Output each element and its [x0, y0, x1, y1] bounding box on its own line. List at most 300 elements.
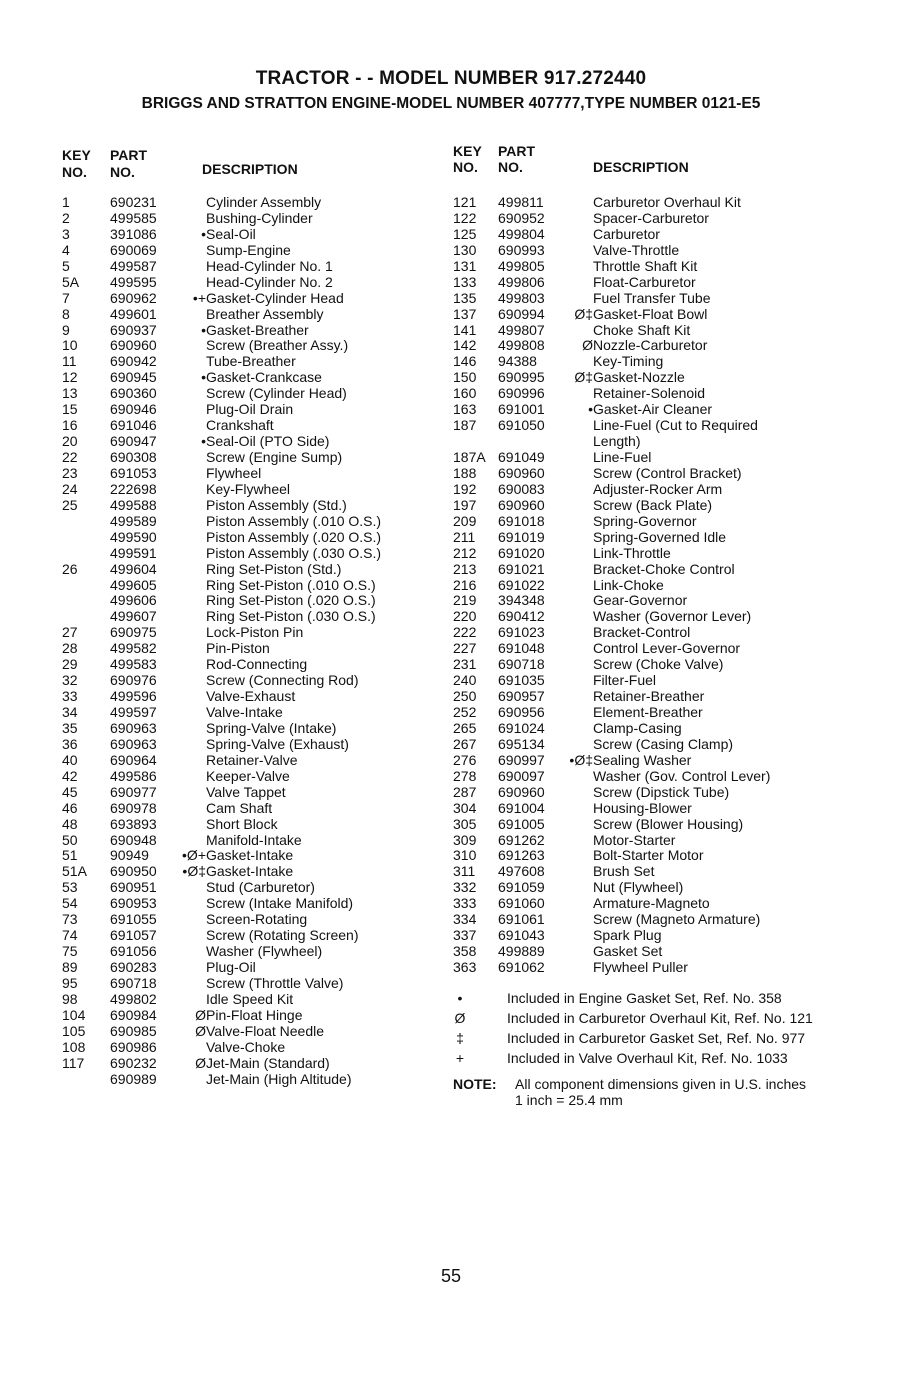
- part-number: 691022: [498, 576, 545, 593]
- part-number: 691057: [110, 927, 157, 944]
- key-number: 13: [62, 385, 78, 402]
- reference-mark: Ø: [195, 1054, 206, 1071]
- part-number: 499582: [110, 640, 157, 657]
- part-description: Gasket-Cylinder Head: [206, 289, 344, 306]
- table-row: [62, 211, 442, 227]
- part-description: Ring Set-Piston (.010 O.S.): [206, 576, 376, 593]
- key-number: 150: [453, 369, 477, 386]
- part-number: 690952: [498, 209, 545, 226]
- column-header: [62, 143, 442, 195]
- part-number: 690937: [110, 321, 157, 338]
- part-number: 690975: [110, 624, 157, 641]
- part-number: 690942: [110, 353, 157, 370]
- part-description: Valve-Float Needle: [206, 1022, 325, 1039]
- table-row: [62, 1040, 442, 1056]
- table-row: [62, 657, 442, 673]
- part-description: Rod-Connecting: [206, 656, 308, 673]
- part-description: Motor-Starter: [593, 831, 676, 848]
- part-number: 690231: [110, 194, 157, 210]
- table-row: [62, 593, 442, 609]
- part-description: Clamp-Casing: [593, 719, 682, 736]
- part-description: Screw (Cylinder Head): [206, 385, 347, 402]
- table-row: [453, 593, 873, 609]
- reference-mark: •: [201, 321, 206, 338]
- part-number: 690412: [498, 608, 545, 625]
- key-number: 216: [453, 576, 477, 593]
- table-row: [453, 785, 873, 801]
- table-row: [62, 944, 442, 960]
- key-number: 188: [453, 464, 477, 481]
- table-row: [453, 227, 873, 243]
- table-row: [62, 291, 442, 307]
- legend-text: Included in Carburetor Overhaul Kit, Ref. No. 121: [507, 1009, 813, 1026]
- table-row: [62, 323, 442, 339]
- legend-text: Included in Carburetor Gasket Set, Ref. No. 977: [507, 1029, 806, 1046]
- key-number: 141: [453, 321, 477, 338]
- legend-symbol: •: [457, 989, 463, 1006]
- table-row: [62, 466, 442, 482]
- part-number: 499587: [110, 257, 157, 274]
- reference-mark: •: [201, 225, 206, 242]
- part-description: Gasket-Intake: [206, 863, 294, 880]
- part-description: Breather Assembly: [206, 305, 324, 322]
- table-row: [62, 641, 442, 657]
- part-description: Line-Fuel: [593, 449, 652, 465]
- note-label: NOTE:: [453, 1075, 497, 1092]
- key-number: 5A: [62, 273, 80, 290]
- part-number: 691059: [498, 879, 545, 896]
- part-description: Piston Assembly (.020 O.S.): [206, 528, 382, 545]
- key-number: 2: [62, 209, 70, 226]
- key-number: 311: [453, 863, 476, 880]
- reference-mark: •: [201, 433, 206, 450]
- part-number: 499805: [498, 257, 545, 274]
- key-number: 11: [62, 353, 77, 370]
- key-number: 160: [453, 385, 477, 402]
- table-row: [453, 323, 873, 339]
- table-row: [453, 737, 873, 753]
- part-description: Screw (Rotating Screen): [206, 927, 359, 944]
- reference-mark: •: [201, 369, 206, 386]
- table-row: [453, 625, 873, 641]
- table-row: [453, 721, 873, 737]
- key-number: 209: [453, 512, 477, 529]
- table-row: [62, 418, 442, 434]
- key-number: 10: [62, 337, 78, 354]
- part-description: Short Block: [206, 815, 278, 832]
- part-number: 499811: [498, 194, 544, 210]
- table-row: [62, 546, 442, 562]
- part-number: 499808: [498, 337, 545, 354]
- part-description: Tube-Breather: [206, 353, 296, 370]
- part-no-header: NO.: [110, 164, 135, 180]
- key-no-header: NO.: [62, 164, 87, 180]
- table-row: [62, 498, 442, 514]
- reference-mark: •Ø+: [182, 847, 206, 864]
- part-description: Key-Timing: [593, 353, 664, 370]
- key-number: 48: [62, 815, 78, 832]
- key-number: 137: [453, 305, 477, 322]
- key-number: 35: [62, 719, 78, 736]
- key-number: 219: [453, 592, 477, 609]
- part-description: Screw (Dipstick Tube): [593, 783, 730, 800]
- key-number: 187A: [453, 449, 486, 465]
- table-row: [453, 960, 873, 976]
- part-description: Valve-Throttle: [593, 241, 680, 258]
- key-number: 74: [62, 927, 78, 944]
- table-row: [453, 498, 873, 514]
- part-number: 690360: [110, 385, 157, 402]
- table-row: [62, 562, 442, 578]
- key-number: 34: [62, 704, 78, 720]
- part-description: Spacer-Carburetor: [593, 209, 709, 226]
- table-row: [62, 817, 442, 833]
- part-number: 690989: [110, 1070, 157, 1087]
- key-number: 192: [453, 480, 477, 497]
- note-text: All component dimensions given in U.S. inches 1 inch = 25.4 mm: [515, 1075, 807, 1108]
- reference-mark: •Ø‡: [569, 751, 593, 768]
- table-row: [62, 721, 442, 737]
- legend-text: Included in Engine Gasket Set, Ref. No. 358: [507, 989, 782, 1006]
- key-number: 334: [453, 911, 477, 928]
- part-description: Screw (Magneto Armature): [593, 911, 761, 928]
- part-number: 499597: [110, 704, 157, 720]
- table-row: [62, 243, 442, 259]
- part-number: 690069: [110, 241, 157, 258]
- table-row: [62, 530, 442, 546]
- key-number: 213: [453, 560, 477, 577]
- key-number: 33: [62, 688, 78, 705]
- part-description: Screw (Engine Sump): [206, 449, 343, 465]
- part-description: Armature-Magneto: [593, 895, 710, 912]
- part-description: Crankshaft: [206, 417, 274, 434]
- part-description: Valve-Choke: [206, 1038, 286, 1055]
- legend-text: Included in Valve Overhaul Kit, Ref. No. 1033: [507, 1049, 788, 1066]
- part-number: 691263: [498, 847, 545, 864]
- part-number: 499583: [110, 656, 157, 673]
- part-description: Cylinder Assembly: [206, 194, 322, 210]
- table-row: [62, 880, 442, 896]
- part-description: Gear-Governor: [593, 592, 688, 609]
- reference-mark: Ø: [195, 1022, 206, 1039]
- key-number: 108: [62, 1038, 86, 1055]
- part-number: 691005: [498, 815, 545, 832]
- table-row: [453, 769, 873, 785]
- table-row: [453, 530, 873, 546]
- table-row: [62, 354, 442, 370]
- part-description: Housing-Blower: [593, 799, 692, 816]
- key-number: 26: [62, 560, 78, 577]
- key-number: 227: [453, 640, 477, 657]
- page-title: TRACTOR - - MODEL NUMBER 917.272440: [255, 68, 647, 89]
- table-row: [453, 673, 873, 689]
- part-description: Spring-Valve (Exhaust): [206, 735, 349, 752]
- table-row: [62, 753, 442, 769]
- part-description: Valve-Intake: [206, 704, 283, 720]
- part-number: 690986: [110, 1038, 157, 1055]
- part-description: Key-Flywheel: [206, 480, 291, 497]
- part-number: 691055: [110, 911, 157, 928]
- key-number: 333: [453, 895, 477, 912]
- table-row: [62, 578, 442, 594]
- key-number: 265: [453, 719, 477, 736]
- legend-item: [453, 1030, 873, 1046]
- part-number: 394348: [498, 592, 545, 609]
- reference-mark: Ø: [582, 337, 593, 354]
- key-number: 9: [62, 321, 70, 338]
- part-description: Screw (Intake Manifold): [206, 895, 354, 912]
- key-number: 8: [62, 305, 70, 322]
- part-number: 690308: [110, 449, 157, 465]
- table-row: [453, 641, 873, 657]
- part-number: 499802: [110, 990, 157, 1007]
- part-number: 497608: [498, 863, 545, 880]
- table-row: [453, 354, 873, 370]
- part-description: Piston Assembly (.030 O.S.): [206, 544, 382, 561]
- part-number: 499889: [498, 943, 545, 960]
- key-number: 358: [453, 943, 477, 960]
- part-description: Cam Shaft: [206, 799, 273, 816]
- part-description: Pin-Piston: [206, 640, 270, 657]
- table-row: [62, 1008, 442, 1024]
- part-description: Carburetor Overhaul Kit: [593, 194, 741, 210]
- part-description: Plug-Oil Drain: [206, 401, 294, 418]
- part-description: Screw (Blower Housing): [593, 815, 744, 832]
- part-description: Screw (Back Plate): [593, 496, 713, 513]
- table-row: [62, 912, 442, 928]
- key-number: 4: [62, 241, 70, 258]
- part-description: Bracket-Control: [593, 624, 691, 641]
- part-number: 690947: [110, 433, 157, 450]
- key-number: 222: [453, 624, 477, 641]
- key-number: 104: [62, 1006, 86, 1023]
- part-description: Retainer-Solenoid: [593, 385, 706, 402]
- table-row: [453, 338, 873, 354]
- table-row: [62, 737, 442, 753]
- part-description: Throttle Shaft Kit: [593, 257, 698, 274]
- part-description: Screw (Throttle Valve): [206, 974, 344, 991]
- key-number: 15: [62, 401, 78, 418]
- key-number: 46: [62, 799, 78, 816]
- part-number: 690995: [498, 369, 545, 386]
- table-row: [453, 514, 873, 530]
- key-number: 25: [62, 496, 78, 513]
- key-number: 337: [453, 927, 477, 944]
- key-number: 24: [62, 480, 78, 497]
- parts-rows: [453, 195, 873, 976]
- key-number: 163: [453, 401, 477, 418]
- parts-list-left: [62, 143, 442, 1088]
- part-description: Element-Breather: [593, 704, 703, 720]
- key-number: 20: [62, 433, 78, 450]
- key-header: KEY: [453, 143, 482, 159]
- table-row: [453, 944, 873, 960]
- part-description: Adjuster-Rocker Arm: [593, 480, 723, 497]
- part-number: 690985: [110, 1022, 157, 1039]
- table-row: [453, 880, 873, 896]
- key-number: 309: [453, 831, 477, 848]
- part-number: 499591: [110, 544, 157, 561]
- key-number: 287: [453, 783, 477, 800]
- key-number: 51A: [62, 863, 87, 880]
- part-number: 690718: [498, 656, 545, 673]
- reference-mark: Ø: [195, 1006, 206, 1023]
- part-number: 391086: [110, 225, 157, 242]
- part-number: 691050: [498, 417, 545, 434]
- key-number: 267: [453, 735, 477, 752]
- key-number: 22: [62, 449, 78, 465]
- key-number: 50: [62, 831, 78, 848]
- part-description: Choke Shaft Kit: [593, 321, 691, 338]
- key-number: 276: [453, 751, 477, 768]
- table-row: [62, 402, 442, 418]
- key-number: 305: [453, 815, 477, 832]
- table-row: [453, 705, 873, 721]
- key-number: 252: [453, 704, 477, 720]
- table-row: [62, 1056, 442, 1072]
- key-number: 212: [453, 544, 477, 561]
- table-row: [62, 992, 442, 1008]
- part-number: 691018: [498, 512, 545, 529]
- key-number: 89: [62, 959, 78, 975]
- table-row: [62, 705, 442, 721]
- part-number: 499586: [110, 767, 157, 784]
- column-header: [453, 143, 873, 195]
- table-row: [62, 673, 442, 689]
- part-description: Idle Speed Kit: [206, 990, 294, 1007]
- part-description: Gasket-Intake: [206, 847, 294, 864]
- part-description: Brush Set: [593, 863, 655, 880]
- key-number: 332: [453, 879, 477, 896]
- part-number: 499806: [498, 273, 545, 290]
- part-number: 499585: [110, 209, 157, 226]
- part-number: 690960: [498, 496, 545, 513]
- key-number: 98: [62, 990, 78, 1007]
- table-row: [62, 338, 442, 354]
- part-description: Spring-Governed Idle: [593, 528, 727, 545]
- part-description: Bolt-Starter Motor: [593, 847, 704, 864]
- key-number: 240: [453, 672, 477, 689]
- part-description: Jet-Main (High Altitude): [206, 1070, 352, 1087]
- part-description: Fuel Transfer Tube: [593, 289, 711, 306]
- part-description: Screw (Breather Assy.): [206, 337, 349, 354]
- part-number: 691043: [498, 927, 545, 944]
- table-row: [62, 227, 442, 243]
- part-description: Float-Carburetor: [593, 273, 696, 290]
- table-row: [62, 833, 442, 849]
- part-description: Sump-Engine: [206, 241, 291, 258]
- part-description: Screw (Casing Clamp): [593, 735, 734, 752]
- part-number: 690993: [498, 241, 545, 258]
- table-row: [453, 578, 873, 594]
- reference-mark: •+: [192, 289, 206, 306]
- part-number: 690946: [110, 401, 157, 418]
- part-description: Screw (Connecting Rod): [206, 672, 359, 689]
- part-description: Washer (Flywheel): [206, 943, 323, 960]
- table-row: [453, 657, 873, 673]
- part-number: 90949: [110, 847, 149, 864]
- table-row: [62, 195, 442, 211]
- part-number: 499601: [110, 305, 157, 322]
- part-description: Link-Throttle: [593, 544, 671, 561]
- table-row: [453, 291, 873, 307]
- part-description: Piston Assembly (Std.): [206, 496, 347, 513]
- table-row: [62, 848, 442, 864]
- part-description: Retainer-Breather: [593, 688, 705, 705]
- part-number: 499605: [110, 576, 157, 593]
- part-number: 222698: [110, 480, 157, 497]
- key-number: 121: [453, 194, 477, 210]
- part-description: Valve-Exhaust: [206, 688, 296, 705]
- key-number: 363: [453, 959, 477, 975]
- part-number: 691024: [498, 719, 545, 736]
- part-description: Retainer-Valve: [206, 751, 298, 768]
- part-description: Carburetor: [593, 225, 660, 242]
- table-row: [453, 370, 873, 386]
- page-subtitle: BRIGGS AND STRATTON ENGINE-MODEL NUMBER 407777,TYPE NUMBER 0121-E5: [141, 95, 761, 112]
- part-number: 690283: [110, 959, 157, 975]
- table-row: [453, 546, 873, 562]
- part-description: Head-Cylinder No. 1: [206, 257, 333, 274]
- part-description: Keeper-Valve: [206, 767, 290, 784]
- part-number: 499590: [110, 528, 157, 545]
- key-number: 95: [62, 974, 78, 991]
- part-number: 690960: [498, 464, 545, 481]
- parts-rows: [62, 195, 442, 1088]
- table-row: [62, 386, 442, 402]
- legend-symbol: ‡: [456, 1029, 464, 1046]
- part-header: PART: [498, 143, 536, 159]
- table-row: [453, 259, 873, 275]
- table-row: [62, 864, 442, 880]
- key-number: 250: [453, 688, 477, 705]
- part-number: 690997: [498, 751, 545, 768]
- key-number: 40: [62, 751, 78, 768]
- key-number: 135: [453, 289, 477, 306]
- part-number: 690083: [498, 480, 545, 497]
- table-row: [62, 370, 442, 386]
- part-number: 690994: [498, 305, 545, 322]
- description-header: DESCRIPTION: [593, 159, 689, 175]
- part-no-header: NO.: [498, 159, 523, 175]
- table-row: [62, 434, 442, 450]
- part-description: Stud (Carburetor): [206, 879, 315, 896]
- part-description: Bracket-Choke Control: [593, 560, 735, 577]
- part-description: Flywheel: [206, 464, 262, 481]
- part-number: 693893: [110, 815, 157, 832]
- table-row: [62, 1072, 442, 1088]
- key-number: 29: [62, 656, 78, 673]
- part-description: Control Lever-Governor: [593, 640, 741, 657]
- part-description: Gasket-Float Bowl: [593, 305, 708, 322]
- table-row: [62, 960, 442, 976]
- part-number: 691019: [498, 528, 545, 545]
- part-number: 691053: [110, 464, 157, 481]
- table-row: [62, 482, 442, 498]
- part-description: Spring-Governor: [593, 512, 697, 529]
- reference-mark: Ø‡: [574, 305, 593, 322]
- part-description: Screw (Control Bracket): [593, 464, 742, 481]
- key-number: 5: [62, 257, 70, 274]
- key-number: 45: [62, 783, 78, 800]
- part-description: Sealing Washer: [593, 751, 692, 768]
- key-number: 278: [453, 767, 477, 784]
- table-row: [62, 769, 442, 785]
- key-header: KEY: [62, 147, 91, 163]
- key-number: 32: [62, 672, 78, 689]
- part-number: 690948: [110, 831, 157, 848]
- key-number: 53: [62, 879, 78, 896]
